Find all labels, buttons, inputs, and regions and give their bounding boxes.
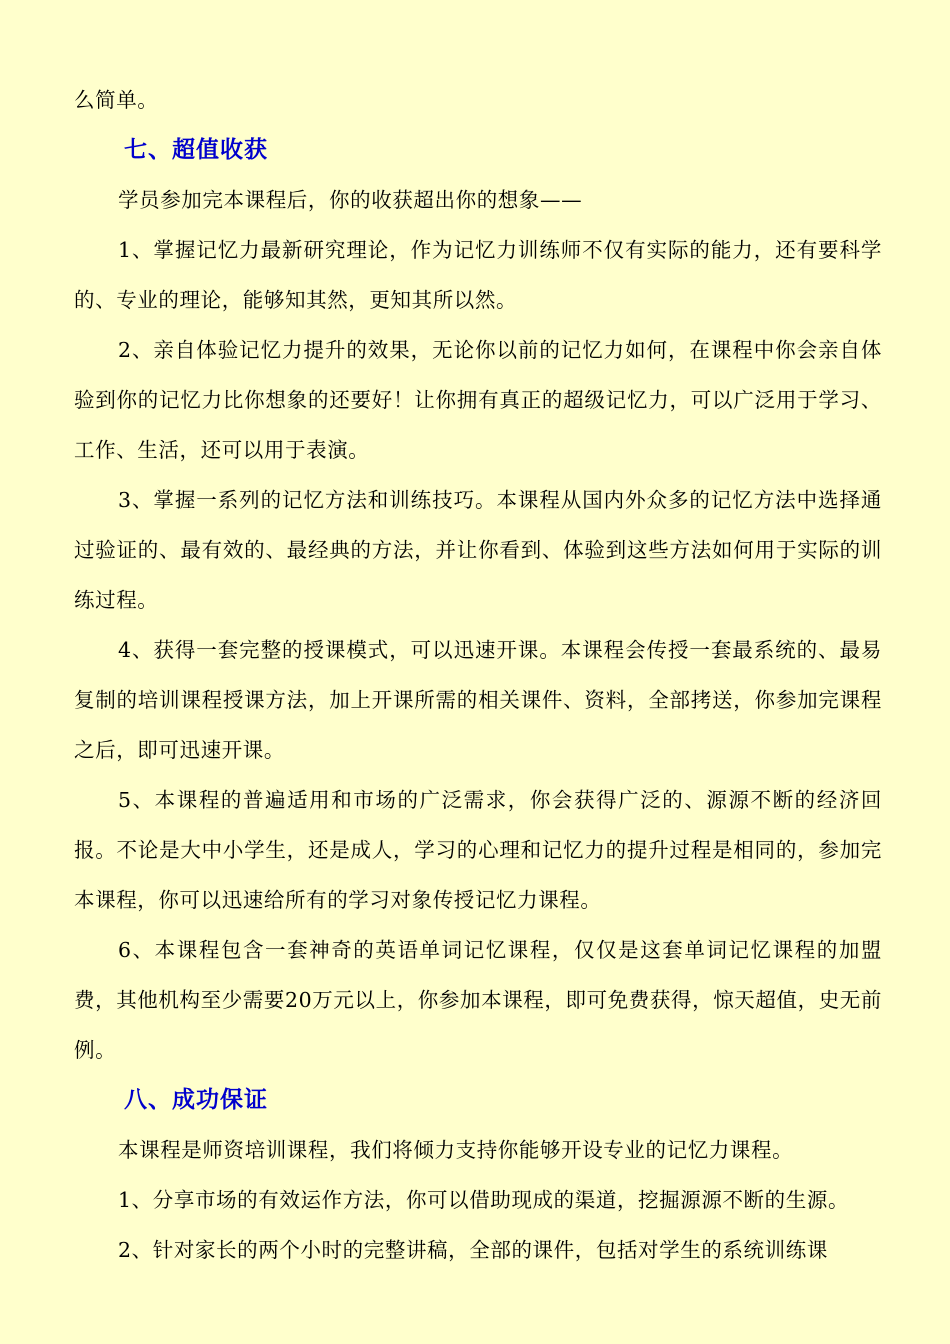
section7-item-2: 2、亲自体验记忆力提升的效果，无论你以前的记忆力如何，在课程中你会亲自体验到你的记忆力比你想象的还要好！让你拥有真正的超级记忆力，可以广泛用于学习、工作、生活，还可以用于表演。 [74,338,882,462]
document-page [74,75,882,1275]
section7-item-1: 1、掌握记忆力最新研究理论，作为记忆力训练师不仅有实际的能力，还有要科学的、专业的理论，能够知其然，更知其所以然。 [74,238,882,312]
section7-lead: 学员参加完本课程后，你的收获超出你的想象—— [118,188,583,212]
section8-lead: 本课程是师资培训课程，我们将倾力支持你能够开设专业的记忆力课程。 [118,1138,794,1162]
section8-item-1: 1、分享市场的有效运作方法，你可以借助现成的渠道，挖掘源源不断的生源。 [118,1188,850,1212]
section7-item-4: 4、获得一套完整的授课模式，可以迅速开课。本课程会传授一套最系统的、最易复制的培训课程授课方法，加上开课所需的相关课件、资料，全部拷送，你参加完课程之后，即可迅速开课。 [74,638,882,762]
section7-heading: 七、超值收获 [124,137,268,163]
section7-item-6: 6、本课程包含一套神奇的英语单词记忆课程，仅仅是这套单词记忆课程的加盟费，其他机构至少需要20万元以上，你参加本课程，即可免费获得，惊天超值，史无前例。 [74,938,882,1062]
section7-item-5: 5、本课程的普遍适用和市场的广泛需求，你会获得广泛的、源源不断的经济回报。不论是大中小学生，还是成人，学习的心理和记忆力的提升过程是相同的，参加完本课程，你可以迅速给所有的学习对象传授记忆力课程。 [74,788,882,912]
section7-item-3: 3、掌握一系列的记忆方法和训练技巧。本课程从国内外众多的记忆方法中选择通过验证的、最有效的、最经典的方法，并让你看到、体验到这些方法如何用于实际的训练过程。 [74,488,882,612]
intro-tail-text: 么简单。 [74,88,159,112]
section8-item-2: 2、针对家长的两个小时的完整讲稿，全部的课件，包括对学生的系统训练课 [118,1238,828,1262]
section8-heading: 八、成功保证 [124,1087,268,1113]
